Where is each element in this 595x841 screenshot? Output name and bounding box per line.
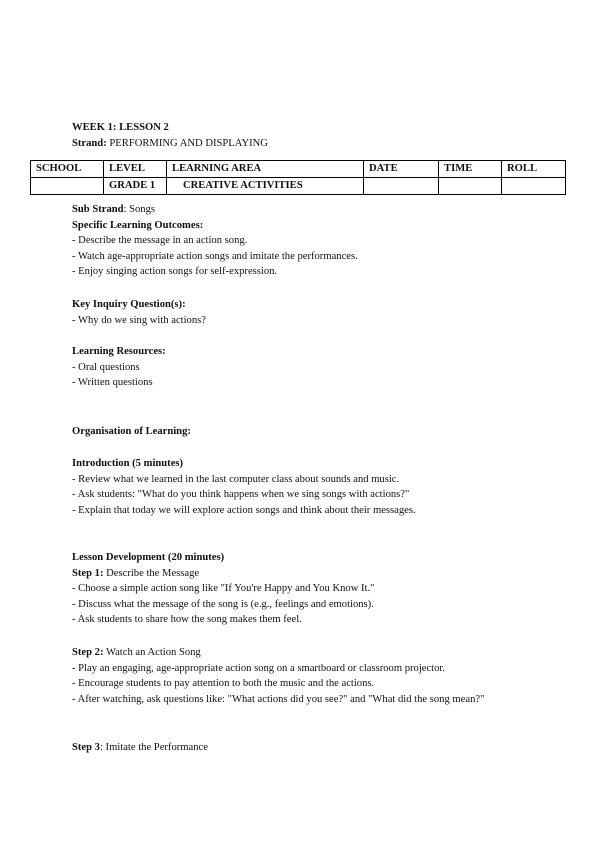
inquiry-section (72, 297, 532, 328)
introduction-heading: Introduction (5 minutes) (72, 458, 184, 469)
list-item: - Why do we sing with actions? (72, 314, 206, 326)
header-learning-area: LEARNING AREA (167, 161, 364, 178)
cell-school (31, 178, 104, 195)
organisation-section (72, 424, 532, 440)
step2-section (72, 645, 512, 707)
resources-heading: Learning Resources: (72, 346, 166, 357)
list-item: - Explain that today we will explore action songs and think about their messages. (72, 504, 416, 516)
list-item: - Written questions (72, 377, 153, 388)
table-row (31, 178, 566, 195)
development-heading: Lesson Development (20 minutes) (72, 552, 225, 563)
list-item: - Encourage students to pay attention to both the music and the actions. (72, 678, 375, 689)
step3-title: : Imitate the Performance (99, 742, 208, 753)
strand-value: PERFORMING AND DISPLAYING (109, 137, 268, 149)
header-level: LEVEL (104, 161, 167, 178)
list-item: - Oral questions (72, 361, 140, 373)
cell-date (364, 178, 439, 195)
step3-label: Step 3 (72, 742, 100, 753)
step3-section (72, 740, 532, 756)
introduction-section (72, 456, 532, 518)
strand-line (72, 136, 532, 152)
cell-roll (502, 178, 566, 195)
lesson-meta-table (30, 160, 566, 195)
list-item: - Play an engaging, age-appropriate action song on a smartboard or classroom projector. (72, 662, 446, 674)
list-item: - After watching, ask questions like: "What actions did you see?" and "What did the song mean?" (72, 693, 485, 705)
sub-strand-value: : Songs (123, 204, 156, 215)
list-item: - Ask students to share how the song makes them feel. (72, 614, 302, 625)
sub-strand-label: Sub Strand (72, 204, 124, 215)
list-item: - Discuss what the message of the song is (e.g., feelings and emotions). (72, 598, 374, 610)
step2-title: Watch an Action Song (103, 647, 201, 658)
resources-section (72, 344, 532, 391)
step3-line (72, 740, 532, 756)
list-item: - Ask students: "What do you think happens when we sing songs with actions?" (72, 489, 410, 500)
step2-label: Step 2: (72, 647, 104, 658)
step1-label: Step 1: (72, 567, 104, 579)
outcomes-heading: Specific Learning Outcomes: (72, 219, 204, 231)
lesson-header (72, 120, 532, 151)
header-roll: ROLL (502, 161, 566, 178)
table-header-row (31, 161, 566, 178)
cell-level: GRADE 1 (104, 178, 167, 195)
cell-time (439, 178, 502, 195)
list-item: - Review what we learned in the last computer class about sounds and music. (72, 473, 400, 485)
list-item: - Describe the message in an action song. (72, 235, 248, 246)
sub-strand-line (72, 202, 532, 218)
outcomes-section (72, 202, 532, 280)
organisation-heading: Organisation of Learning: (72, 426, 191, 437)
strand-label: Strand: (72, 137, 107, 149)
list-item: - Choose a simple action song like "If You're Happy and You Know It." (72, 583, 375, 594)
cell-learning-area: CREATIVE ACTIVITIES (167, 178, 364, 195)
header-date: DATE (364, 161, 439, 178)
week-lesson-title: WEEK 1: LESSON 2 (72, 122, 169, 133)
step1-line (72, 566, 532, 582)
header-time: TIME (439, 161, 502, 178)
step1-title: Describe the Message (103, 567, 200, 579)
list-item: - Watch age-appropriate action songs and imitate the performances. (72, 250, 358, 262)
list-item: - Enjoy singing action songs for self-expression. (72, 266, 278, 277)
development-section (72, 550, 532, 628)
inquiry-heading: Key Inquiry Question(s): (72, 299, 186, 310)
step2-line (72, 645, 512, 661)
header-school: SCHOOL (31, 161, 104, 178)
